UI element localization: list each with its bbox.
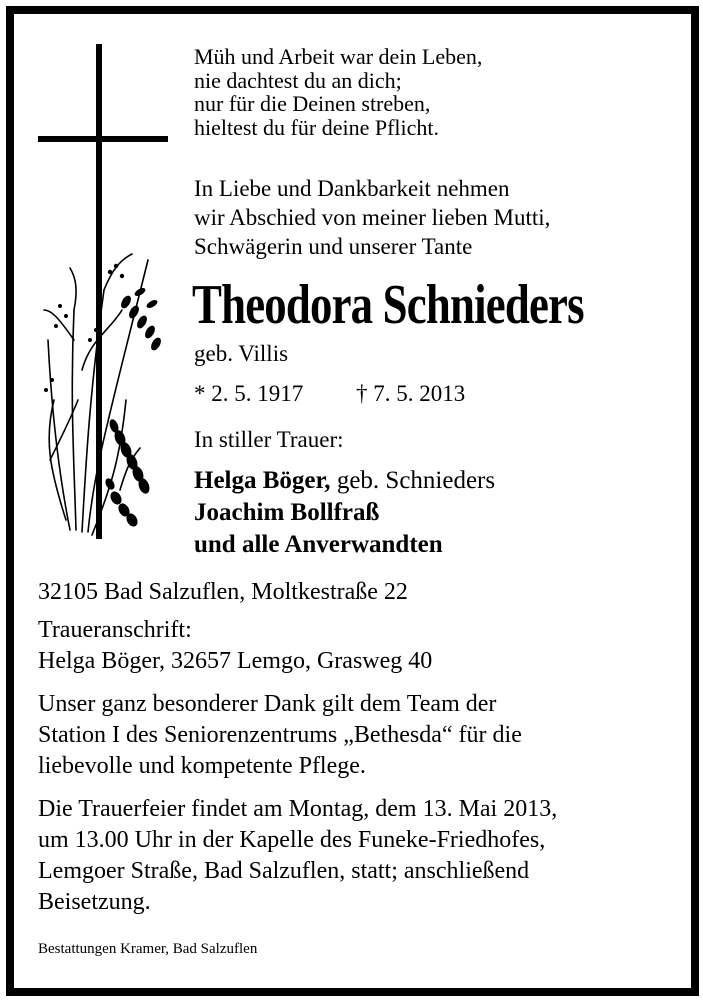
residence-address: 32105 Bad Salzuflen, Moltkestraße 22 — [38, 579, 408, 605]
poem — [194, 45, 482, 139]
grain-head-right — [108, 418, 152, 495]
poem-line: hieltest du für deine Pflicht. — [194, 114, 439, 140]
grain-head-upper — [119, 286, 163, 352]
mourner-entry — [194, 465, 495, 497]
mourning-address — [38, 615, 668, 677]
mourner-name: und alle Anverwandten — [194, 531, 443, 558]
cross-with-wheat-icon — [30, 40, 180, 550]
birth-date: * 2. 5. 1917 — [194, 381, 304, 406]
thanks-line: Station I des Seniorenzentrums „Bethesda“ für die — [38, 722, 522, 748]
funeral-paragraph — [38, 794, 668, 918]
seed-sprays — [44, 264, 124, 392]
mourner-name: Joachim Bollfraß — [194, 499, 380, 526]
intro-line: In Liebe und Dankbarkeit nehmen — [194, 176, 510, 201]
birth-name: geb. Villis — [194, 341, 289, 366]
funeral-line: Lemgoer Straße, Bad Salzuflen, statt; anschließend — [38, 858, 530, 884]
mourner-entry — [194, 529, 495, 561]
deceased-name: Theodora Schnieders — [192, 274, 584, 336]
thanks-line: Unser ganz besonderer Dank gilt dem Team der — [38, 691, 497, 717]
poem-line: Müh und Arbeit war dein Leben, — [194, 44, 483, 69]
mourner-entry — [194, 497, 495, 529]
death-date: † 7. 5. 2013 — [356, 381, 466, 406]
mourners-heading: In stiller Trauer: — [194, 427, 344, 452]
funeral-line: Die Trauerfeier findet am Montag, dem 13. Mai 2013, — [38, 796, 558, 822]
mourning-address-value: Helga Böger, 32657 Lemgo, Grasweg 40 — [38, 648, 433, 674]
poem-line: nur für die Deinen streben, — [194, 91, 431, 116]
intro-text — [194, 174, 550, 261]
intro-line: wir Abschied von meiner lieben Mutti, — [194, 205, 551, 230]
intro-line: Schwägerin und unserer Tante — [194, 234, 473, 259]
life-dates — [194, 380, 466, 408]
funeral-line: Beisetzung. — [38, 889, 151, 915]
mourners-list — [194, 465, 495, 561]
mourning-address-label: Traueranschrift: — [38, 617, 192, 643]
undertaker-credit: Bestattungen Kramer, Bad Salzuflen — [38, 941, 258, 957]
mourner-name: Helga Böger, — [194, 467, 331, 494]
poem-line: nie dachtest du an dich; — [194, 67, 402, 93]
thanks-paragraph — [38, 689, 668, 782]
mourner-note: geb. Schnieders — [330, 467, 496, 494]
thanks-line: liebevolle und kompetente Pflege. — [38, 753, 366, 779]
funeral-line: um 13.00 Uhr in der Kapelle des Funeke-Friedhofes, — [38, 827, 546, 853]
